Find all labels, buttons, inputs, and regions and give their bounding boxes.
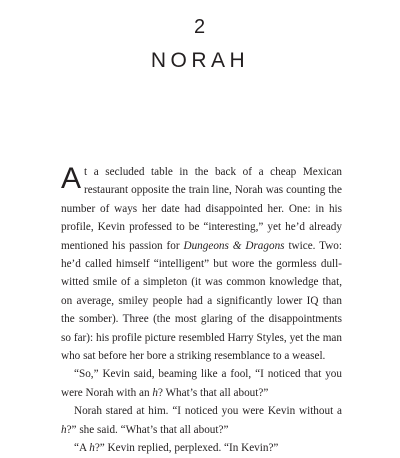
- paragraph: [61, 402, 342, 439]
- text-segment: “A: [74, 442, 90, 455]
- text-segment: ?” she said. “What’s that all about?”: [66, 423, 229, 436]
- text-segment: twice. Two: he’d called himself “intelligent” but wore the gormless dull-witted smile of a simpleton (it was common knowledge that, on average, smiley people had a significantly lower IQ than the somber). Three (the most glaring of the disappointments so far): his profile picture resembled Harry Styles, yet the man who sat before her bore a striking resemblance to a weasel.: [61, 239, 343, 363]
- italic-text: h: [89, 442, 95, 455]
- italic-text: h: [152, 386, 158, 399]
- body-text: [61, 163, 342, 458]
- text-segment: ?” Kevin replied, perplexed. “In Kevin?”: [94, 442, 279, 455]
- drop-cap: A: [61, 162, 82, 195]
- text-segment: Norah stared at him. “I noticed you were Kevin without a: [74, 405, 342, 418]
- italic-text: Dungeons & Dragons: [183, 239, 285, 252]
- text-segment: ? What’s that all about?”: [157, 386, 269, 399]
- italic-text: h: [61, 423, 67, 436]
- chapter-number: 2: [193, 16, 207, 38]
- chapter-title: NORAH: [150, 49, 250, 72]
- paragraph: [61, 163, 342, 365]
- paragraph: [61, 365, 342, 402]
- text-segment: “So,” Kevin said, beaming like a fool, “I noticed that you were Norah with an: [61, 368, 342, 399]
- paragraph: [61, 439, 342, 457]
- text-segment: t a secluded table in the back of a cheap Mexican restaurant opposite the train line, Norah was counting the number of ways her date had disappointed her. One: in his profile, Kevin professed to be “interesting,” yet he’d already mentioned his passion for: [61, 166, 342, 252]
